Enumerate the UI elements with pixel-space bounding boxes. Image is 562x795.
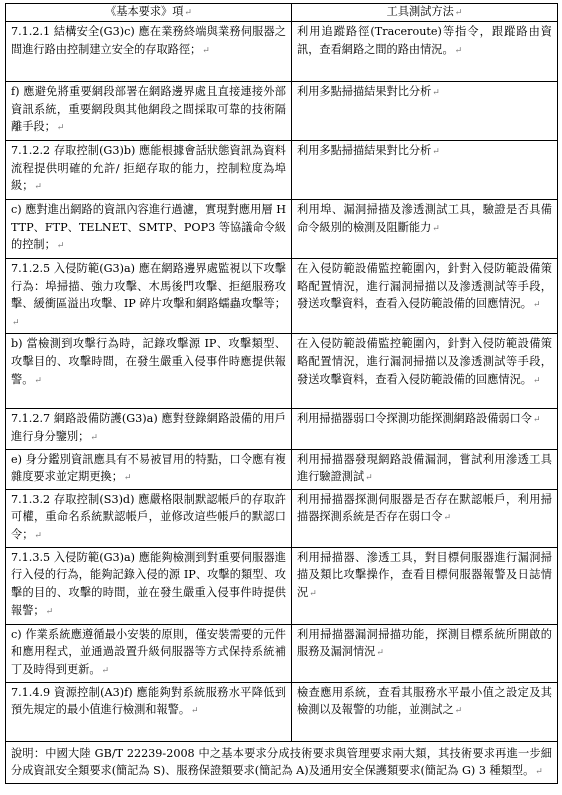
test-method-cell: 利用掃描器、滲透工具，對目標伺服器進行漏洞掃描及類比攻擊操作，查看目標伺服器報警及日誌情況↵ <box>292 547 558 624</box>
requirement-cell: 7.1.4.9 資源控制(A3)f) 應能夠對系統服務水平降低到預先規定的最小值進行檢測和報警。↵ <box>6 682 292 741</box>
requirement-cell: f) 應避免將重要網段部署在網路邊界處且直接連接外部資訊系統，重要網段與其他網段之間採取可靠的技術隔離手段；↵ <box>6 82 292 141</box>
table-row <box>6 489 558 547</box>
test-method-cell: 利用掃描器探測伺服器是否存在默認帳戶，利用掃描器探測系統是否存在弱口令↵ <box>292 489 558 547</box>
requirements-table <box>5 3 558 784</box>
test-method-cell: 檢查應用系統，查看其服務水平最小值之設定及其檢測以及報警的功能，並測試之↵ <box>292 682 558 741</box>
test-method-cell: 利用掃描器漏洞掃描功能，探測目標系統所開啟的服務及漏洞情況↵ <box>292 624 558 682</box>
table-row <box>6 200 558 259</box>
table-row <box>6 682 558 741</box>
test-method-cell: 利用多點掃描結果對比分析↵ <box>292 82 558 141</box>
test-method-cell: 利用追蹤路徑(Traceroute)等指令，跟蹤路由資訊，查看網路之間的路由情況。↵ <box>292 22 558 82</box>
table-row <box>6 624 558 682</box>
test-method-cell: 利用掃描器弱口令探測功能探測網路設備弱口令↵ <box>292 409 558 449</box>
test-method-cell: 利用多點掃描結果對比分析↵ <box>292 141 558 200</box>
table-note: 說明：中國大陸 GB/T 22239-2008 中之基本要求分成技術要求與管理要求兩大類，其技術要求再進一步細分成資訊安全類要求(簡記為 S)、服務保證類要求(簡記為 A)及通用安全保護類要求(簡記為 G) 3 種類型。↵ <box>6 741 558 783</box>
table-row <box>6 547 558 624</box>
requirement-cell: 7.1.2.5 入侵防範(G3)a) 應在網路邊界處監視以下攻擊行為：埠掃描、強力攻擊、木馬後門攻擊、拒絕服務攻擊、緩衝區溢出攻擊、IP 碎片攻擊和網路蠕蟲攻擊等；↵ <box>6 259 292 334</box>
test-method-cell: 在入侵防範設備監控範圍內，針對入侵防範設備策略配置情況，進行漏洞掃描以及滲透測試等手段，發送攻擊資料，查看入侵防範設備的回應情況。↵ <box>292 259 558 334</box>
requirement-cell: 7.1.2.1 結構安全(G3)c) 應在業務終端與業務伺服器之間進行路由控制建立安全的存取路徑；↵ <box>6 22 292 82</box>
table-header-row <box>6 4 558 22</box>
table-row <box>6 141 558 200</box>
document <box>5 3 557 784</box>
table-row <box>6 409 558 449</box>
test-method-cell: 在入侵防範設備監控範圍內，針對入侵防範設備策略配置情況，進行漏洞掃描以及滲透測試等手段，發送攻擊資料，查看入侵防範設備的回應情況。↵ <box>292 334 558 409</box>
column-header: 《基本要求》項↵ <box>6 4 292 22</box>
requirement-cell: 7.1.3.2 存取控制(S3)d) 應嚴格限制默認帳戶的存取許可權，重命名系統默認帳戶，並修改這些帳戶的默認口令；↵ <box>6 489 292 547</box>
requirement-cell: b) 當檢測到攻擊行為時，記錄攻擊源 IP、攻擊類型、攻擊目的、攻擊時間，在發生嚴重入侵事件時應提供報警。↵ <box>6 334 292 409</box>
requirement-cell: 7.1.2.2 存取控制(G3)b) 應能根據會話狀態資訊為資料流程提供明確的允許/ 拒絕存取的能力，控制粒度為埠級；↵ <box>6 141 292 200</box>
requirement-cell: 7.1.2.7 網路設備防護(G3)a) 應對登錄網路設備的用戶進行身分鑒別；↵ <box>6 409 292 449</box>
table-row <box>6 259 558 334</box>
table-row <box>6 22 558 82</box>
table-row <box>6 449 558 489</box>
test-method-cell: 利用埠、漏洞掃描及滲透測試工具，驗證是否具備命令級別的檢測及阻斷能力↵ <box>292 200 558 259</box>
requirement-cell: c) 作業系統應遵循最小安裝的原則，僅安裝需要的元件和應用程式，並通過設置升級伺服器等方式保持系統補丁及時得到更新。↵ <box>6 624 292 682</box>
requirement-cell: e) 身分鑑別資訊應具有不易被冒用的特點，口令應有複雜度要求並定期更換；↵ <box>6 449 292 489</box>
column-header: 工具測試方法↵ <box>292 4 558 22</box>
table-row <box>6 334 558 409</box>
requirement-cell: 7.1.3.5 入侵防範(G3)a) 應能夠檢測到對重要伺服器進行入侵的行為，能夠記錄入侵的源 IP、攻擊的類型、攻擊的目的、攻擊的時間，並在發生嚴重入侵事件時提供報警；↵ <box>6 547 292 624</box>
table-row <box>6 82 558 141</box>
test-method-cell: 利用掃描器發現網路設備漏洞，嘗試利用滲透工具進行驗證測試↵ <box>292 449 558 489</box>
requirement-cell: c) 應對進出網路的資訊內容進行過濾，實現對應用層 HTTP、FTP、TELNET、SMTP、POP3 等協議命令級的控制；↵ <box>6 200 292 259</box>
note-row <box>6 741 558 783</box>
